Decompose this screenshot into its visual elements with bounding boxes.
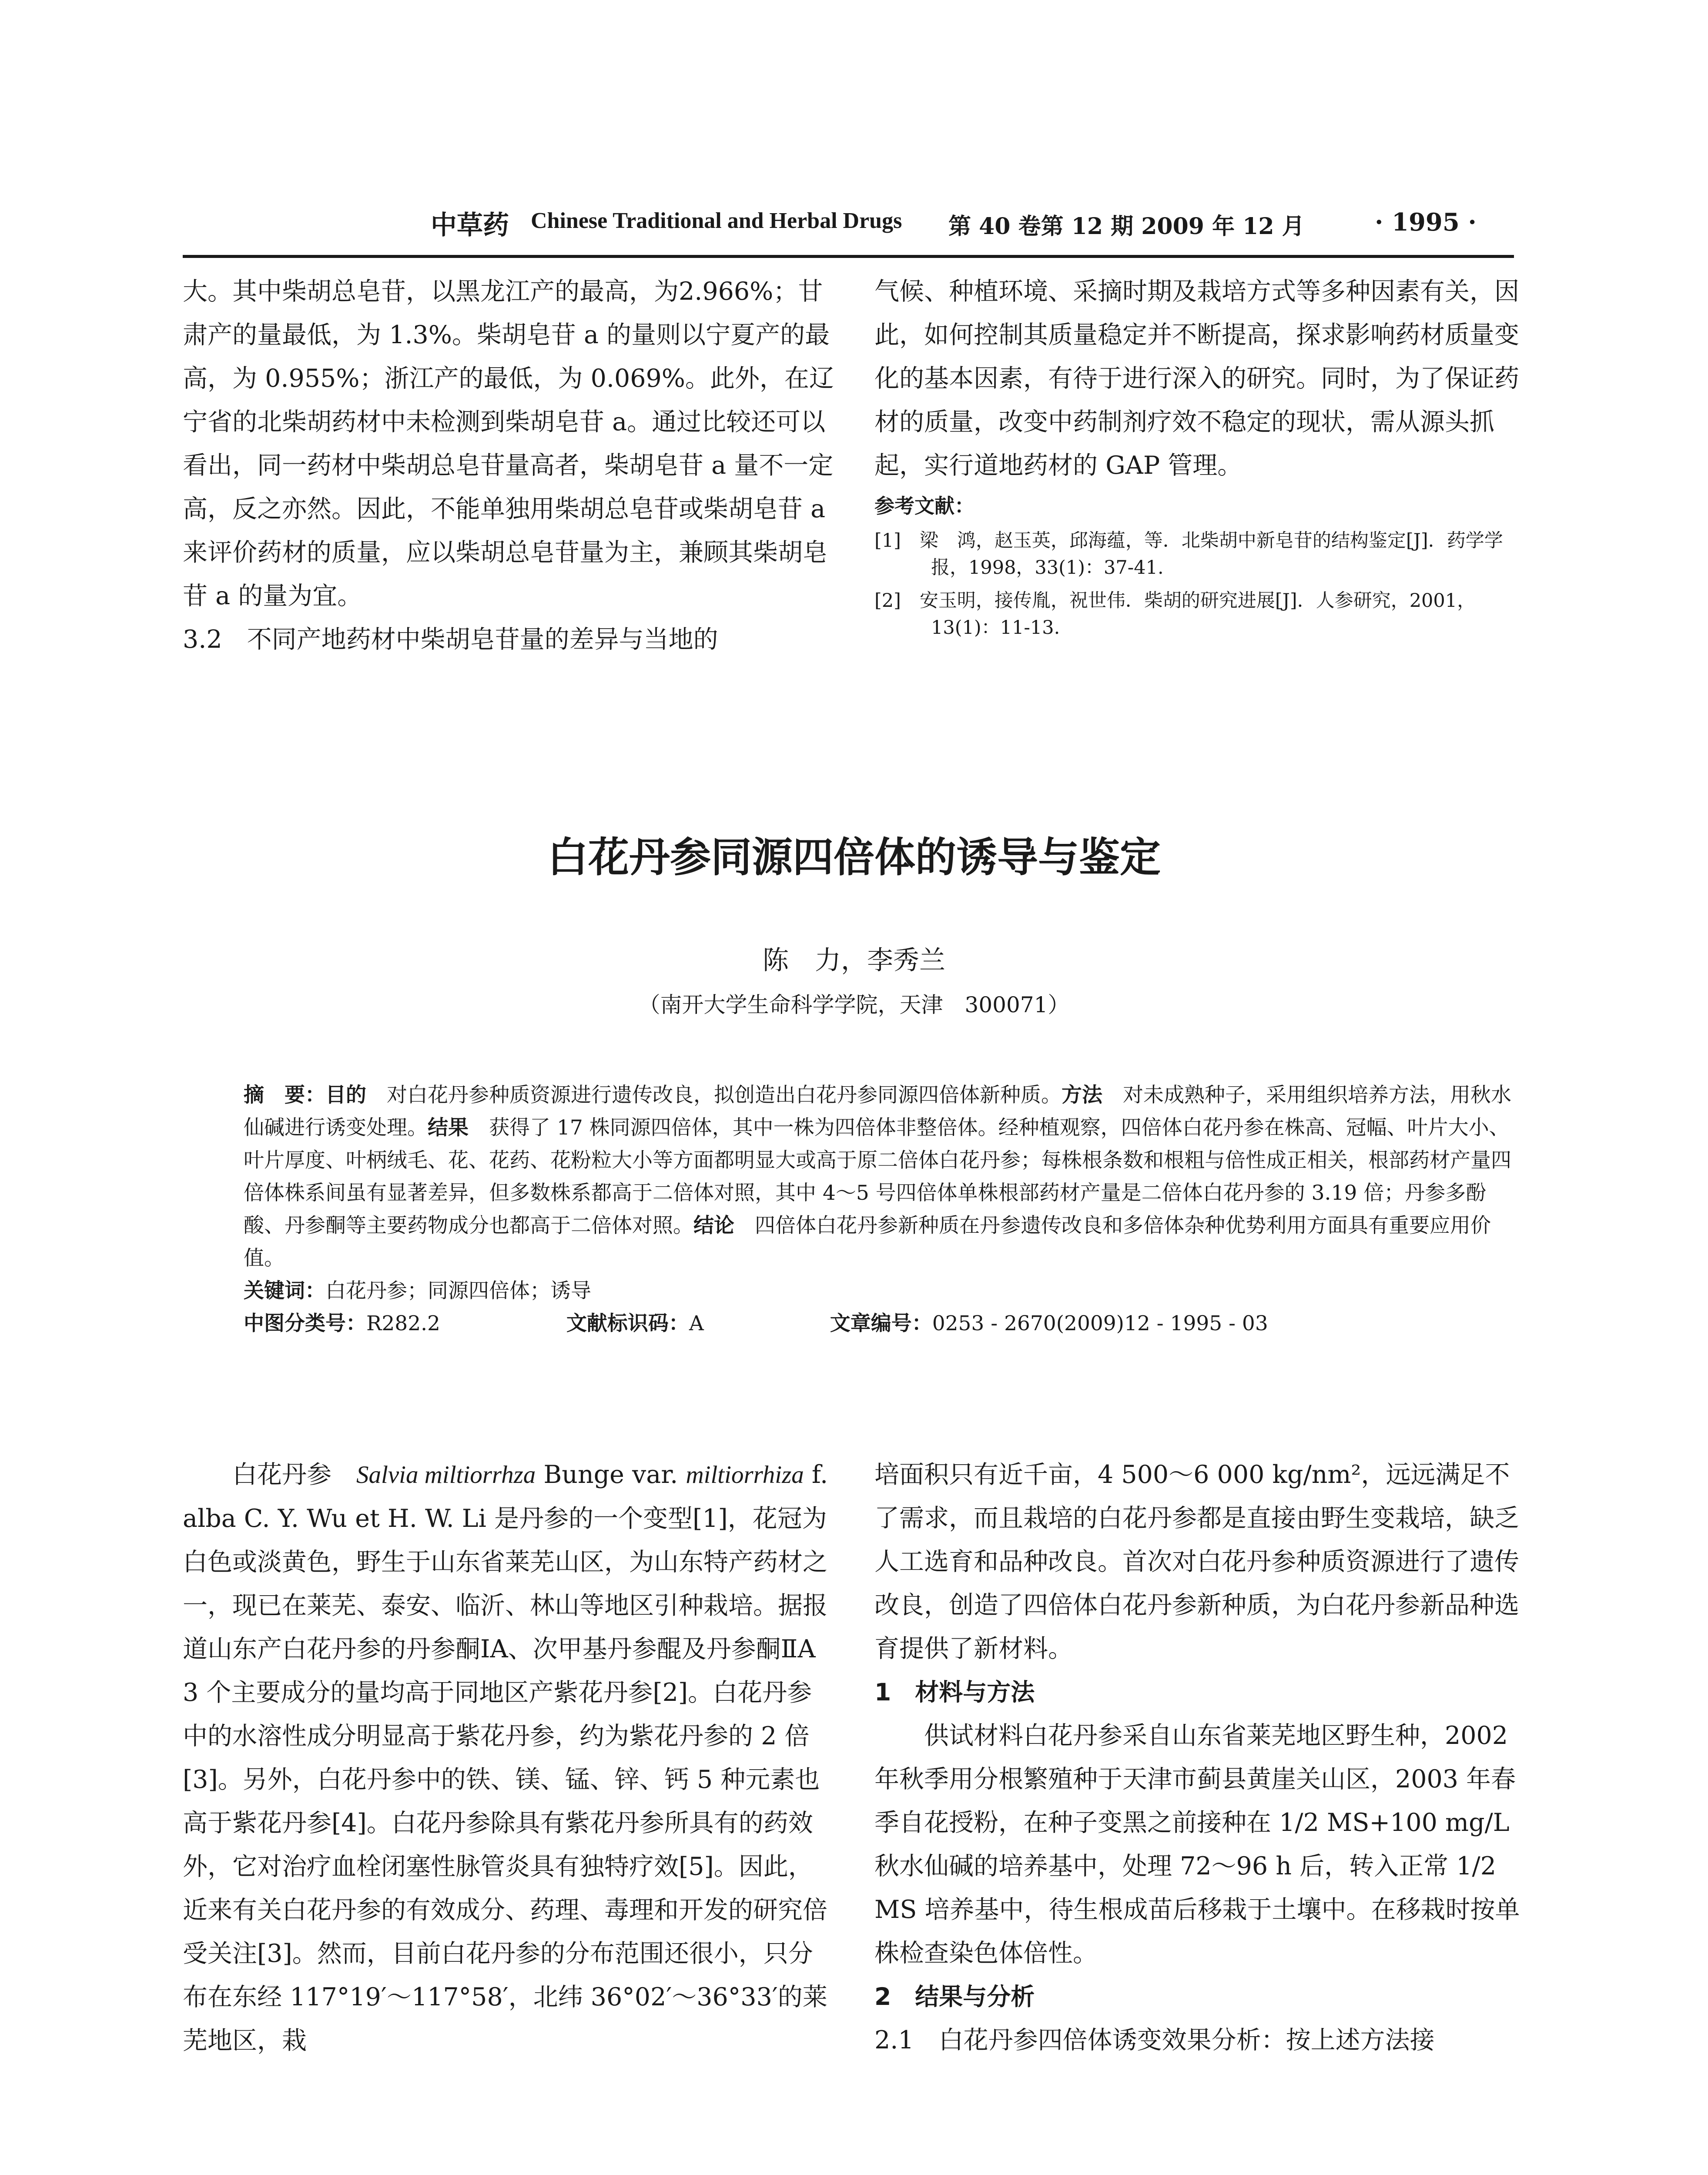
classification-line [244,1307,1514,1340]
article-number-label: 文章编号： [830,1312,932,1335]
body-text: f. alba C. Y. Wu et H. W. Li 是丹参的一个变型[1]，花冠为白色或淡黄色，野生于山东省莱芜山区，为山东特产药材之一，现已在莱芜、泰安、临沂、林山等地区引种栽培。据报道山东产白花丹参的丹参酮ⅠA、次甲基丹参醌及丹参酮ⅡA 3 个主要成分的量均高于同地区产紫花丹参[2]。白花丹参中的水溶性成分明显高于紫花丹参，约为紫花丹参的 2 倍[3]。另外，白花丹参中的铁、镁、锰、锌、钙 5 种元素也高于紫花丹参[4]。白花丹参除具有紫花丹参所具有的药效外，它对治疗血栓闭塞性脉管炎具有独特疗效[5]。因此，近来有关白花丹参的有效成分、药理、毒理和开发的研究倍受关注[3]。然而，目前白花丹参的分布范围还很小，只分布在东经 117°19′～117°58′，北纬 36°02′～36°33′的莱芜地区，栽 [183,1460,828,2055]
body-left-column [183,1453,835,2062]
page-number: · 1995 · [1375,208,1477,237]
keywords: 白花丹参；同源四倍体；诱导 [325,1279,591,1303]
abstract-label: 摘 要： [244,1083,325,1107]
article-authors: 陈 力，李秀兰 [763,945,945,976]
article-number: 0253 - 2670(2009)12 - 1995 - 03 [932,1312,1268,1335]
abstract-objective: 对白花丹参种质资源进行遗传改良，拟创造出白花丹参同源四倍体新种质。 [387,1083,1062,1107]
abstract-conclusion-label: 结论 [693,1214,734,1238]
prev-article-left-column [183,270,835,661]
keywords-line [244,1275,1514,1307]
reference-item: [2] 安玉明，接传胤，祝世伟．柴胡的研究进展[J]．人参研究，2001，13(1)：11-13. [874,590,1476,639]
abstract-method-label: 方法 [1062,1083,1102,1107]
journal-name-en: Chinese Traditional and Herbal Drugs [531,208,902,233]
article-title: 白花丹参同源四倍体的诱导与鉴定 [547,834,1161,881]
abstract-result: 获得了 17 株同源四倍体，其中一株为四倍体非整倍体。经种植观察，四倍体白花丹参在株高、冠幅、叶片大小、叶片厚度、叶柄绒毛、花、花药、花粉粒大小等方面都明显大或高于原二倍体白花丹参；每株根条数和根粗与倍性成正相关，根部药材产量四倍体株系间虽有显著差异，但多数株系都高于二倍体对照，其中 4～5 号四倍体单株根部药材产量是二倍体白花丹参的 3.19 倍；丹参多酚酸、丹参酮等主要药物成分也都高于二倍体对照。 [244,1116,1511,1238]
section-heading: 2 结果与分析 [874,1983,1035,2011]
prev-article-paragraph: 大。其中柴胡总皂苷，以黑龙江产的最高，为2.966%；甘肃产的量最低，为 1.3%。柴胡皂苷 a 的量则以宁夏产的最高，为 0.955%；浙江产的最低，为 0.069%。此外，在辽宁省的北柴胡药材中未检测到柴胡皂苷 a。通过比较还可以看出，同一药材中柴胡总皂苷量高者，柴胡皂苷 a 量不一定高，反之亦然。因此，不能单独用柴胡总皂苷或柴胡皂苷 a 来评价药材的质量，应以柴胡总皂苷量为主，兼顾其柴胡皂苷 a 的量为宜。 [183,277,834,610]
body-paragraph: 培面积只有近千亩，4 500～6 000 kg/nm²，远远满足不了需求，而且栽培的白花丹参都是直接由野生变栽培，缺乏人工选育和品种改良。首次对白花丹参种质资源进行了遗传改良，创造了四倍体白花丹参新种质，为白花丹参新品种选育提供了新材料。 [874,1460,1519,1663]
body-text: Bunge var. [536,1460,678,1489]
section-heading: 1 材料与方法 [874,1678,1035,1706]
body-paragraph: 2.1 白花丹参四倍体诱变效果分析：按上述方法接 [874,2026,1435,2055]
prev-article-paragraph: 气候、种植环境、采摘时期及栽培方式等多种因素有关，因此，如何控制其质量稳定并不断提高，探求影响药材质量变化的基本因素，有待于进行深入的研究。同时，为了保证药材的质量，改变中药制剂疗效不稳定的现状，需从源头抓起，实行道地药材的 GAP 管理。 [874,277,1519,480]
article-affiliation: （南开大学生命科学学院，天津 300071） [638,992,1070,1017]
clc-label: 中图分类号： [244,1312,366,1335]
abstract-objective-label: 目的 [325,1083,366,1107]
body-paragraph: 供试材料白花丹参采自山东省莱芜地区野生种，2002 年秋季用分根繁殖种于天津市蓟县黄崖关山区，2003 年春季自花授粉，在种子变黑之前接种在 1/2 MS+100 mg/L 秋水仙碱的培养基中，处理 72～96 h 后，转入正常 1/2 MS 培养基中，待生根成苗后移栽于土壤中。在移栽时按单株检查染色体倍性。 [874,1721,1520,1968]
latin-name: miltiorrhiza [686,1461,804,1489]
body-text: 白花丹参 [232,1460,332,1489]
latin-name: Salvia miltiorrhza [356,1461,536,1489]
prev-article-section-heading: 3.2 不同产地药材中柴胡皂苷量的差异与当地的 [183,625,718,654]
document-code: A [689,1312,704,1335]
keywords-label: 关键词： [244,1279,325,1303]
clc-number: R282.2 [366,1312,440,1335]
abstract [244,1079,1514,1275]
body-paragraph [183,1453,835,2062]
abstract-method: 对未成熟种子，采用组织培养方法，用秋水仙碱进行诱变处理。 [244,1083,1511,1140]
document-code-label: 文献标识码： [566,1312,689,1335]
abstract-result-label: 结果 [428,1116,469,1140]
reference-item: [1] 梁 鸿，赵玉英，邱海蕴，等．北柴胡中新皂苷的结构鉴定[J]．药学学报，1998，33(1)：37-41. [874,530,1503,579]
header-rule [183,255,1514,258]
journal-name-cn: 中草药 [431,210,509,241]
prev-article-right-column [874,270,1527,641]
abstract-conclusion: 四倍体白花丹参新种质在丹参遗传改良和多倍体杂种优势利用方面具有重要应用价值。 [244,1214,1491,1270]
abstract-block [244,1079,1514,1340]
journal-issue: 第 40 卷第 12 期 2009 年 12 月 [948,213,1305,240]
body-right-column [874,1453,1527,2062]
references-heading: 参考文献： [874,494,975,518]
